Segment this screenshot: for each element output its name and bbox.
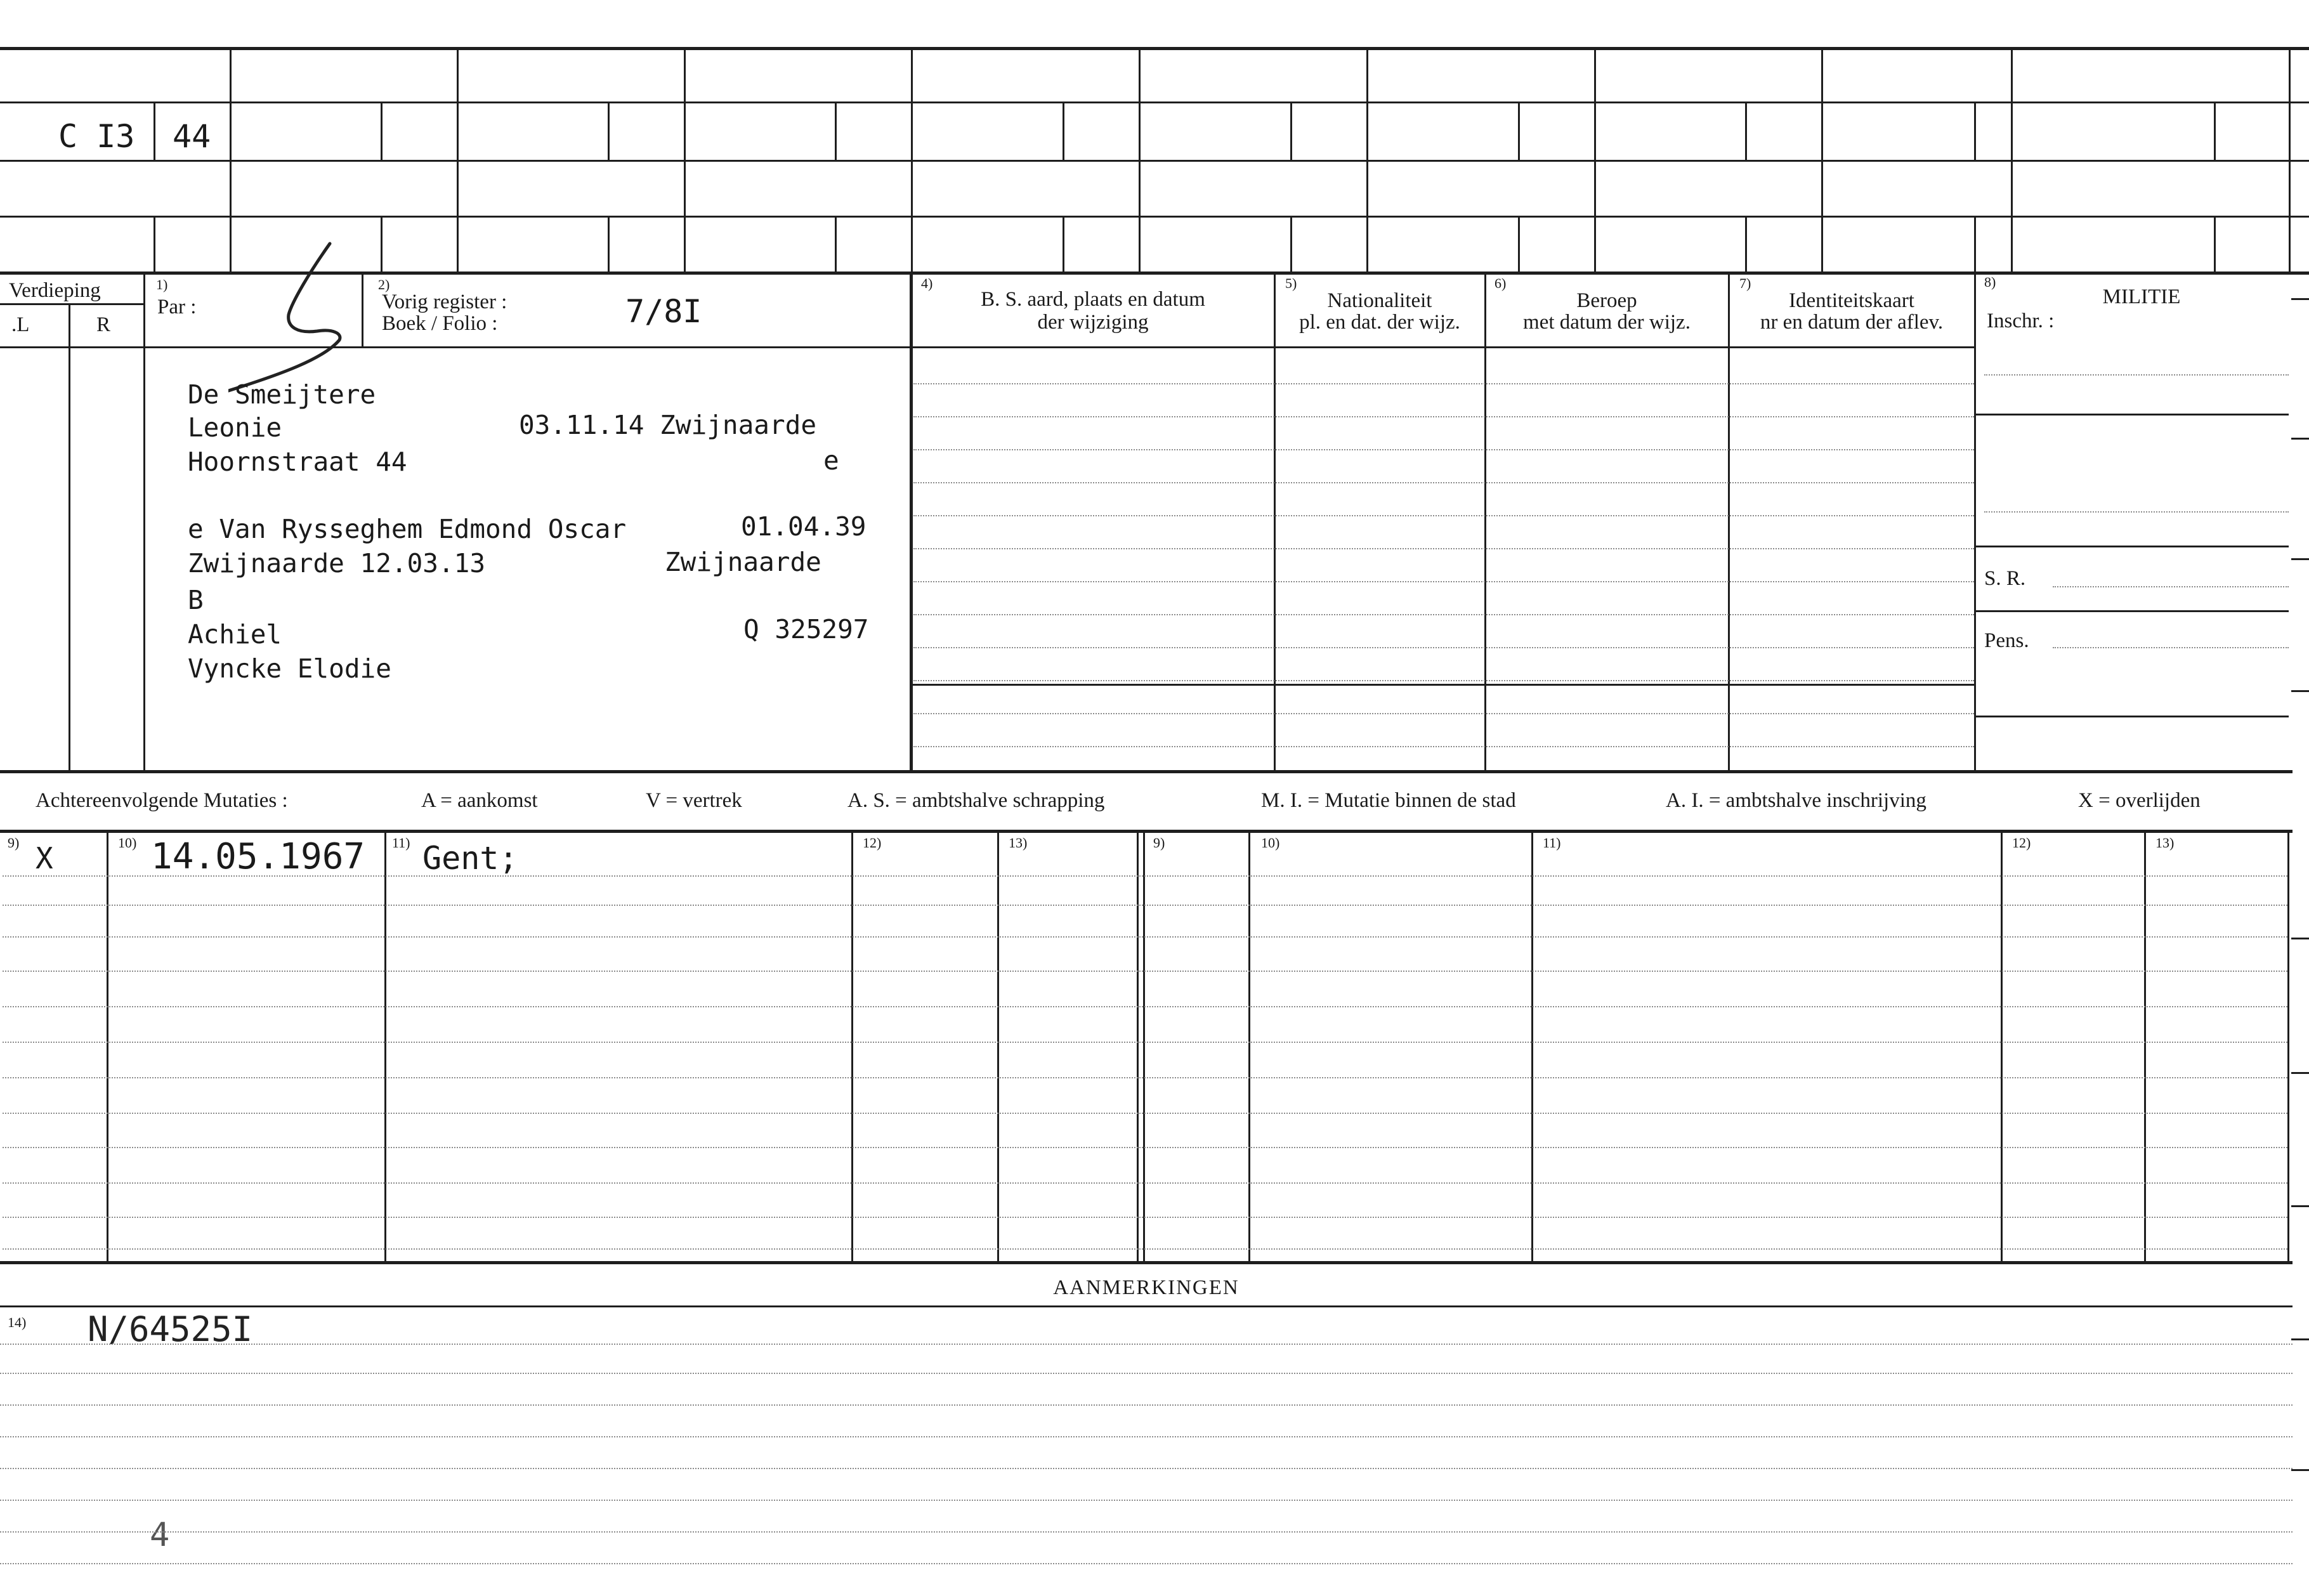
col-r-label: R	[96, 313, 111, 336]
rule	[381, 216, 383, 271]
person-address: Hoornstraat 44	[188, 447, 407, 477]
rule	[2053, 586, 2289, 587]
vorig-register-label: Vorig register :	[382, 291, 507, 313]
militie-label: MILITIE	[2102, 285, 2181, 308]
handwritten-par-mark-icon	[228, 239, 368, 397]
mutatie-date: 14.05.1967	[151, 836, 365, 877]
col6-num: 6)	[1495, 275, 1507, 291]
rule	[1975, 414, 2289, 415]
rule	[1137, 832, 1139, 1261]
col13b-num: 13)	[2155, 835, 2175, 851]
rule	[2214, 101, 2216, 160]
legend-x: X = overlijden	[2078, 789, 2201, 812]
rule	[1531, 832, 1533, 1261]
rule	[0, 303, 143, 305]
col4-line2: der wijziging	[1037, 311, 1149, 334]
par-label: Par :	[157, 296, 197, 318]
spouse-date: 01.04.39	[741, 511, 867, 542]
col4-line1: B. S. aard, plaats en datum	[981, 288, 1205, 311]
rule	[69, 303, 70, 771]
rule	[997, 832, 999, 1261]
par-num: 1)	[156, 277, 168, 292]
rule	[910, 274, 913, 771]
rule	[1745, 101, 1747, 160]
rule	[0, 47, 2309, 50]
aanmerkingen-mark: 4	[150, 1516, 170, 1554]
rule	[1745, 216, 1747, 271]
rule	[1975, 716, 2289, 717]
col6-line1: Beroep	[1576, 289, 1637, 312]
rule	[0, 830, 2293, 833]
rule	[1274, 274, 1276, 771]
legend-a: A = aankomst	[421, 789, 538, 812]
rule	[1984, 374, 2289, 376]
col9-num: 9)	[8, 835, 20, 851]
legend-ai: A. I. = ambtshalve inschrijving	[1666, 789, 1926, 812]
rule	[1984, 511, 2289, 513]
rule	[381, 101, 383, 160]
aanmerkingen-value: N/64525I	[88, 1309, 253, 1349]
person-e: e	[823, 445, 839, 476]
rule	[384, 832, 386, 1261]
aanmerkingen-title: AANMERKINGEN	[1053, 1276, 1240, 1299]
rule	[0, 160, 2309, 162]
rule	[1974, 216, 1976, 271]
col11b-num: 11)	[1543, 835, 1561, 851]
rule	[684, 48, 686, 271]
rule	[1594, 48, 1596, 271]
col-l-label: .L	[11, 313, 30, 336]
rule	[835, 101, 837, 160]
mutaties-label: Achtereenvolgende Mutaties :	[36, 789, 288, 812]
col5-line2: pl. en dat. der wijz.	[1299, 311, 1460, 334]
col5-line1: Nationaliteit	[1327, 289, 1432, 312]
rule	[1974, 274, 1976, 771]
col12-num: 12)	[863, 835, 882, 851]
legend-v: V = vertrek	[646, 789, 742, 812]
inschr-label: Inschr. :	[1987, 310, 2055, 332]
rule	[2214, 216, 2216, 271]
person-firstname: Leonie	[188, 412, 282, 443]
rule	[911, 48, 913, 271]
rule	[1518, 216, 1520, 271]
rule	[2011, 48, 2013, 271]
rule	[911, 684, 1974, 686]
rule	[2289, 48, 2291, 271]
col10b-num: 10)	[1261, 835, 1280, 851]
col10-num: 10)	[118, 835, 137, 851]
sr-label: S. R.	[1984, 567, 2026, 590]
col7-line2: nr en datum der aflev.	[1760, 311, 1944, 334]
rule	[1975, 546, 2289, 547]
rule	[107, 832, 108, 1261]
verdieping-label: Verdieping	[9, 279, 101, 302]
rule	[143, 274, 145, 771]
col7-line1: Identiteitskaart	[1789, 289, 1914, 312]
rule	[1248, 832, 1250, 1261]
rule	[1063, 101, 1064, 160]
col11-num: 11)	[392, 835, 410, 851]
col8-num: 8)	[1984, 274, 1996, 290]
rule	[154, 101, 155, 160]
rule	[1139, 48, 1141, 271]
rule	[1063, 216, 1064, 271]
code-cell: C I3	[58, 118, 135, 155]
rule	[1366, 48, 1368, 271]
rule	[1290, 101, 1292, 160]
spouse-name: e Van Rysseghem Edmond Oscar	[188, 514, 627, 544]
rule	[1728, 274, 1730, 771]
number-cell: 44	[173, 118, 211, 155]
rule	[608, 101, 610, 160]
boek-folio-value: 7/8I	[625, 293, 702, 330]
rule	[1518, 101, 1520, 160]
boek-folio-label: Boek / Folio :	[382, 312, 498, 335]
spouse-place: Zwijnaarde	[665, 547, 821, 577]
mutatie-type: X	[36, 841, 53, 875]
vorig-num: 2)	[378, 277, 390, 292]
col5-num: 5)	[1285, 275, 1297, 291]
rule	[0, 1261, 2293, 1264]
rule	[835, 216, 837, 271]
rule	[608, 216, 610, 271]
rule	[1974, 101, 1976, 160]
col4-num: 4)	[921, 275, 933, 291]
person-code: Q 325297	[743, 614, 869, 644]
legend-as: A. S. = ambtshalve schrapping	[847, 789, 1105, 812]
col13-num: 13)	[1009, 835, 1028, 851]
rule	[0, 1305, 2293, 1307]
mutatie-place: Gent;	[422, 840, 518, 877]
person-birth: 03.11.14 Zwijnaarde	[519, 410, 816, 440]
rule	[1143, 832, 1145, 1261]
person-mother: Vyncke Elodie	[188, 653, 391, 684]
person-b: B	[188, 585, 204, 615]
rule	[1821, 48, 1823, 271]
col9b-num: 9)	[1153, 835, 1165, 851]
rule	[2144, 832, 2146, 1261]
col12b-num: 12)	[2012, 835, 2031, 851]
rule	[1484, 274, 1486, 771]
rule	[2287, 832, 2289, 1261]
rule	[457, 48, 459, 271]
rule	[154, 216, 155, 271]
rule	[1975, 610, 2289, 612]
col7-num: 7)	[1739, 275, 1751, 291]
rule	[2001, 832, 2003, 1261]
rule	[1290, 216, 1292, 271]
rule	[0, 101, 2309, 103]
rule	[0, 770, 2293, 773]
rule	[0, 216, 2309, 218]
rule	[851, 832, 853, 1261]
rule	[2053, 647, 2289, 648]
pens-label: Pens.	[1984, 629, 2029, 652]
col6-line2: met datum der wijz.	[1523, 311, 1691, 334]
legend-mi: M. I. = Mutatie binnen de stad	[1261, 789, 1516, 812]
person-surname: De Smeijtere	[188, 379, 376, 410]
spouse-birth: Zwijnaarde 12.03.13	[188, 548, 485, 579]
aanmerkingen-num: 14)	[8, 1314, 27, 1330]
person-achiel: Achiel	[188, 619, 282, 650]
